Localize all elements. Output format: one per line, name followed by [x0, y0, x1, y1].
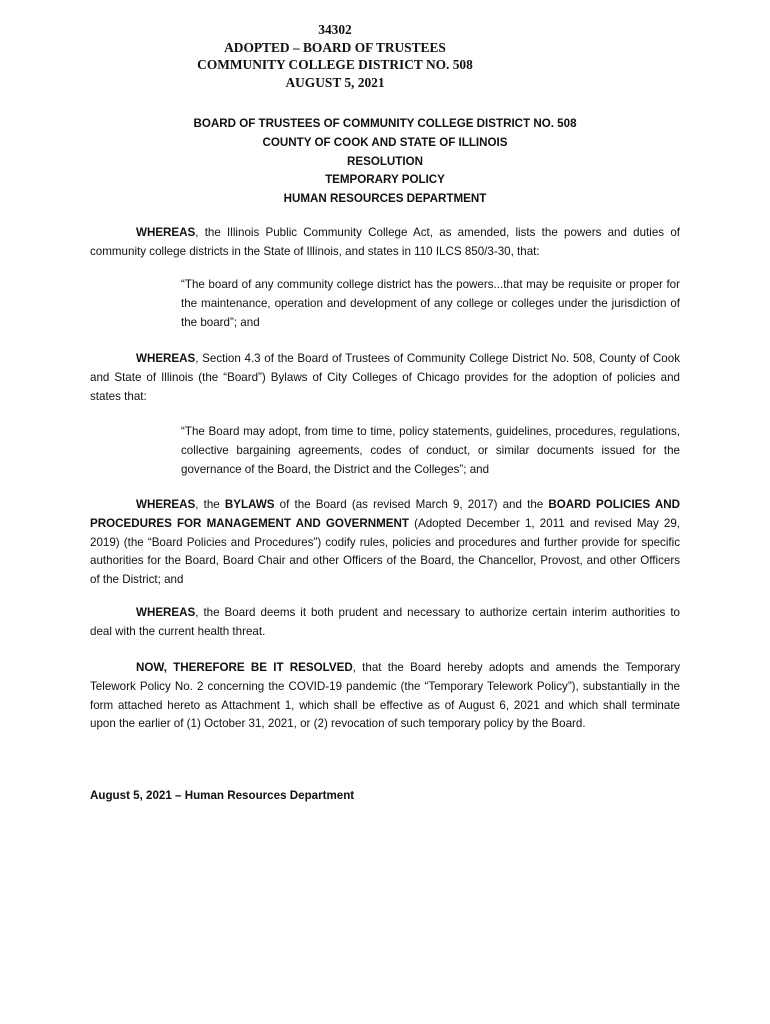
paragraph-text: , the Illinois Public Community College Act, as amended, lists the powers and duties of community college districts in the State of Illinois, and states in 110 ILCS 850/3-30, that: [90, 226, 680, 258]
paragraph-text: , Section 4.3 of the Board of Trustees of Community College District No. 508, County of Cook and State of Illinois (the “Board”) Bylaws of City Colleges of Chicago provides for the adoption of policies and states that: [90, 352, 680, 403]
paragraph-text: (Adopted December 1, 2011 and revised May 29, 2019) (the “Board Policies and Procedures”) codify rules, policies and procedures and further provide for specific authorities for the Board, Board Chair and other Officers of the Board, the Chancellor, Provost, and other Officers of the District; and [90, 516, 680, 587]
adoption-date: AUGUST 5, 2021 [285, 74, 385, 90]
document-number: 34302 [318, 22, 352, 37]
resolved-lead: NOW, THEREFORE BE IT RESOLVED [136, 661, 353, 674]
district-line: COMMUNITY COLLEGE DISTRICT NO. 508 [197, 57, 473, 72]
quote-1: “The board of any community college district has the powers...that may be requisite or proper for the maintenance, operation and development of any college or colleges under the jurisdiction of the board”; and [181, 278, 680, 329]
whereas-lead: WHEREAS [136, 498, 196, 511]
whereas-paragraph-2 [90, 350, 680, 406]
title-department: HUMAN RESOURCES DEPARTMENT [283, 192, 487, 206]
resolution-title [90, 115, 680, 209]
whereas-lead: WHEREAS [136, 606, 196, 619]
whereas-paragraph-1 [90, 224, 680, 262]
paragraph-text: , the [195, 498, 225, 511]
whereas-lead: WHEREAS [136, 352, 196, 365]
whereas-paragraph-3 [90, 496, 680, 590]
whereas-paragraph-4 [90, 604, 680, 642]
quote-2: “The Board may adopt, from time to time, policy statements, guidelines, procedures, regulations, collective bargaining agreements, codes of conduct, or similar documents issued for the governance of the Board, the District and the Colleges”; and [181, 425, 680, 476]
bylaws-term: BYLAWS [224, 498, 275, 511]
whereas-lead: WHEREAS [136, 226, 196, 239]
adopted-line: ADOPTED – BOARD OF TRUSTEES [224, 39, 446, 55]
resolved-paragraph [90, 659, 680, 734]
title-board: BOARD OF TRUSTEES OF COMMUNITY COLLEGE DISTRICT NO. 508 [193, 117, 577, 130]
paragraph-text: of the Board (as revised March 9, 2017) and the [274, 498, 549, 511]
paragraph-text: , that the Board hereby adopts and amends the Temporary Telework Policy No. 2 concerning the COVID-19 pandemic (the “Temporary Telework Policy”), substantially in the form attached hereto as Attachment 1, which shall be effective as of August 6, 2021 and which shall terminate upon the earlier of (1) October 31, 2021, or (2) revocation of such temporary policy by the Board. [90, 661, 680, 731]
title-resolution: RESOLUTION [346, 154, 423, 168]
title-county: COUNTY OF COOK AND STATE OF ILLINOIS [262, 135, 508, 149]
title-policy: TEMPORARY POLICY [325, 173, 445, 187]
paragraph-text: , the Board deems it both prudent and necessary to authorize certain interim authorities to deal with the current health threat. [90, 606, 680, 638]
adoption-header [150, 21, 520, 91]
policies-term: BOARD POLICIES AND PROCEDURES FOR MANAGEMENT AND GOVERNMENT [90, 498, 680, 530]
signature-line: August 5, 2021 – Human Resources Department [90, 789, 355, 802]
